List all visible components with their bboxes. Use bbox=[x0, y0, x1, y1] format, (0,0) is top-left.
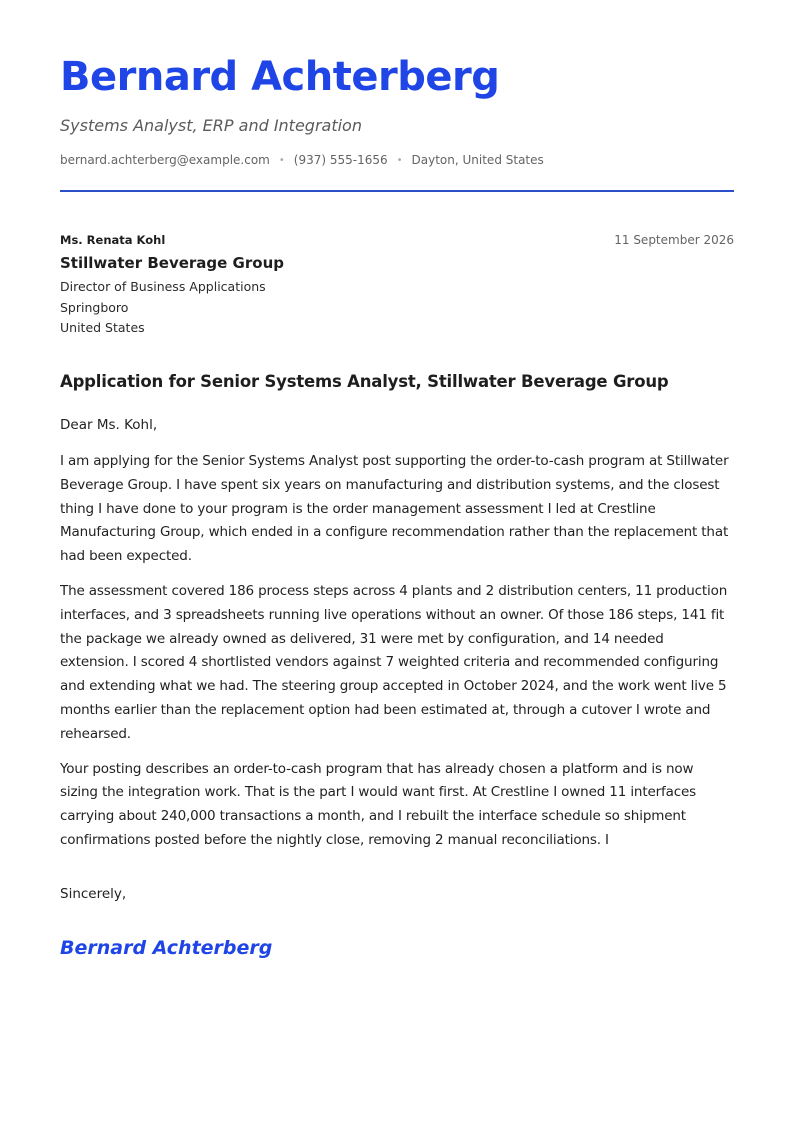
contact-location: Dayton, United States bbox=[411, 153, 544, 167]
letter-date: 11 September 2026 bbox=[614, 233, 734, 247]
letter-subject: Application for Senior Systems Analyst, Stillwater Beverage Group bbox=[60, 372, 669, 391]
contact-separator: • bbox=[396, 154, 403, 166]
recipient-title: Director of Business Applications bbox=[60, 279, 266, 294]
salutation: Dear Ms. Kohl, bbox=[60, 417, 158, 433]
recipient-address bbox=[60, 277, 266, 339]
body-paragraph: I am applying for the Senior Systems Analyst post supporting the order-to-cash program at Stillwater Beverage Group. I have spent six years on manufacturing and distribution systems, and the closest thing I have done to your program is the order management assessment I led at Crestline Manufacturing Group, which ended in a configure recommendation rather than the replacement that had been expected. bbox=[60, 453, 729, 565]
body-paragraph: Your posting describes an order-to-cash program that has already chosen a platform and is now sizing the integration work. That is the part I would want first. At Crestline I owned 11 interfaces carrying about 240,000 transactions a month, and I rebuilt the interface schedule so shipment confirmations posted before the nightly close, removing 2 manual reconciliations. I bbox=[60, 760, 697, 848]
applicant-role: Systems Analyst, ERP and Integration bbox=[60, 116, 362, 135]
recipient-name: Ms. Renata Kohl bbox=[60, 233, 166, 247]
letter-body bbox=[60, 450, 734, 864]
recipient-country: United States bbox=[60, 320, 145, 335]
signature: Bernard Achterberg bbox=[60, 937, 273, 959]
closing: Sincerely, bbox=[60, 886, 127, 902]
recipient-company: Stillwater Beverage Group bbox=[60, 254, 284, 272]
contact-separator: • bbox=[278, 154, 285, 166]
applicant-name: Bernard Achterberg bbox=[60, 54, 500, 100]
contact-phone: (937) 555-1656 bbox=[293, 153, 388, 167]
body-paragraph: The assessment covered 186 process steps across 4 plants and 2 distribution centers, 11 production interfaces, and 3 spreadsheets running live operations without an owner. Of those 186 steps, 141 fit the package we already owned as delivered, 31 were met by configuration, and 14 needed extension. I scored 4 shortlisted vendors against 7 weighted criteria and recommended configuring and extending what we had. The steering group accepted in October 2024, and the work went live 5 months earlier than the replacement option had been estimated at, through a cutover I wrote and rehearsed. bbox=[60, 582, 728, 742]
header-divider bbox=[60, 190, 734, 192]
recipient-city: Springboro bbox=[60, 299, 129, 315]
contact-line bbox=[60, 153, 544, 167]
contact-email: bernard.achterberg@example.com bbox=[60, 153, 270, 167]
